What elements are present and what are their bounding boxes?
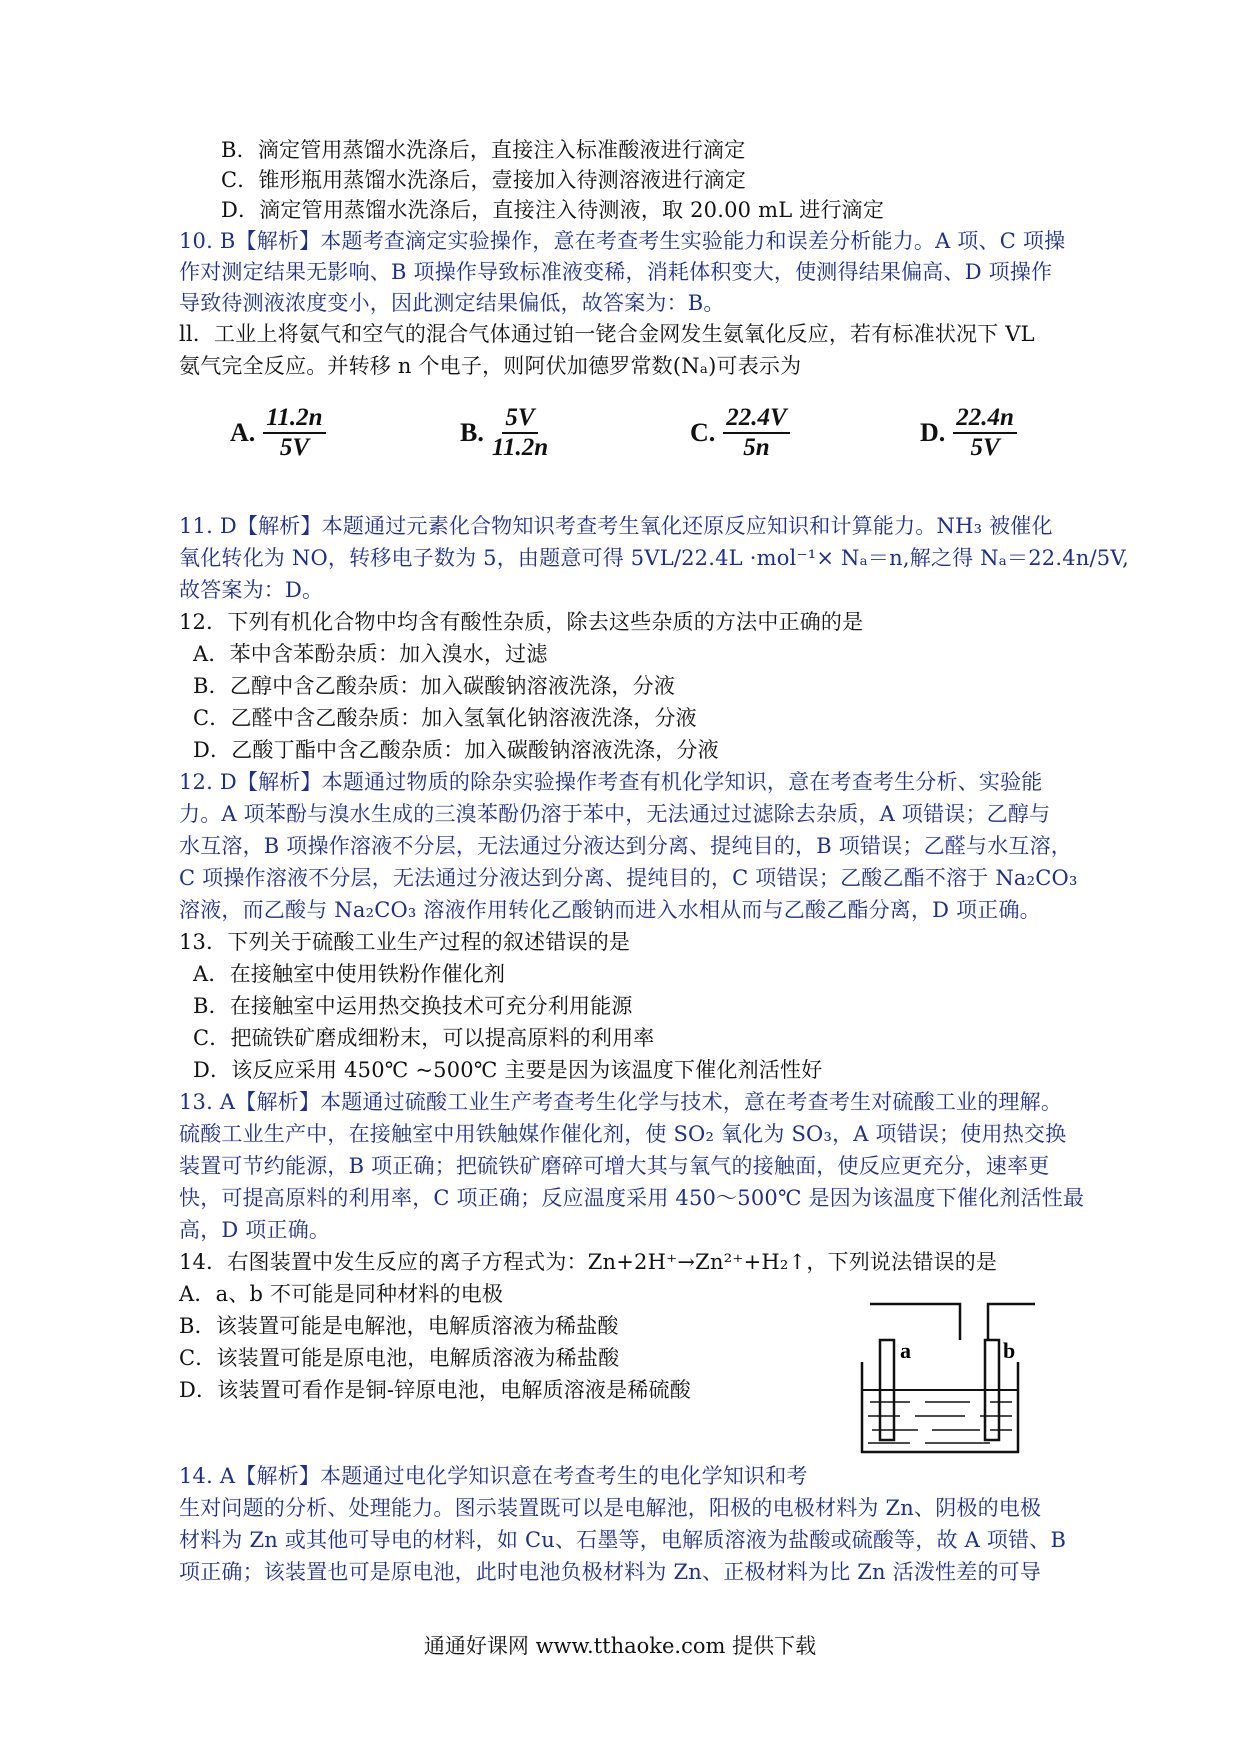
answer-11-line-3: 故答案为：D。 (179, 578, 324, 602)
q12-option-d: D．乙酸丁酯中含乙酸杂质：加入碳酸钠溶液洗涤，分液 (193, 738, 719, 762)
answer-10-line-2: 作对测定结果无影响、B 项操作导致标准液变稀，消耗体积变大，使测得结果偏高、D 项操作 (179, 260, 1053, 284)
option-label: C. (690, 418, 716, 447)
answer-13-line-5: 高，D 项正确。 (179, 1218, 331, 1242)
fraction-numerator: 5V (502, 404, 537, 434)
q14-option-a: A．a、b 不可能是同种材料的电极 (179, 1282, 504, 1306)
fraction-numerator: 22.4n (953, 404, 1017, 434)
q14-option-c: C．该装置可能是原电池，电解质溶液为稀盐酸 (179, 1346, 620, 1370)
q13-option-a: A．在接触室中使用铁粉作催化剂 (193, 962, 506, 986)
q13-option-c: C．把硫铁矿磨成细粉末，可以提高原料的利用率 (193, 1026, 655, 1050)
option-label: A. (230, 418, 256, 447)
q10-option-c: C．锥形瓶用蒸馏水洗涤后，壹接加入待测溶液进行滴定 (221, 168, 747, 192)
answer-12-line-2: 力。A 项苯酚与溴水生成的三溴苯酚仍溶于苯中，无法通过过滤除去杂质，A 项错误；乙醇与 (179, 802, 1051, 826)
fraction-numerator: 22.4V (723, 404, 789, 434)
question-13: 13．下列关于硫酸工业生产过程的叙述错误的是 (179, 930, 631, 954)
q10-option-d: D．滴定管用蒸馏水洗涤后，直接注入待测液，取 20.00 mL 进行滴定 (221, 198, 885, 222)
fraction-denominator: 5n (743, 434, 770, 461)
q14-option-d: D．该装置可看作是铜-锌原电池，电解质溶液是稀硫酸 (179, 1378, 691, 1402)
q13-option-d: D．该反应采用 450℃ ~500℃ 主要是因为该温度下催化剂活性好 (193, 1058, 823, 1082)
electrode-b-label: b (1003, 1338, 1016, 1363)
q12-option-c: C．乙醛中含乙酸杂质：加入氢氧化钠溶液洗涤，分液 (193, 706, 697, 730)
answer-12-line-3: 水互溶，B 项操作溶液不分层，无法通过分液达到分离、提纯目的，B 项错误；乙醛与水互溶， (179, 834, 1073, 858)
question-12: 12．下列有机化合物中均含有酸性杂质，除去这些杂质的方法中正确的是 (179, 610, 864, 634)
q11-option-c (690, 404, 790, 462)
q10-option-b: B．滴定管用蒸馏水洗涤后，直接注入标准酸液进行滴定 (221, 138, 746, 162)
answer-10-line-1: 10. B【解析】本题考查滴定实验操作，意在考查考生实验能力和误差分析能力。A 项、C 项操 (179, 229, 1066, 253)
answer-14-line-3: 材料为 Zn 或其他可导电的材料，如 Cu、石墨等，电解质溶液为盐酸或硫酸等，故 A 项错、B (179, 1528, 1067, 1552)
page-footer: 通通好课网 www.tthaoke.com 提供下载 (423, 1634, 817, 1658)
answer-13-line-4: 快，可提高原料的利用率，C 项正确；反应温度采用 450～500℃ 是因为该温度下催化剂活性最 (179, 1186, 1085, 1210)
fraction-denominator: 11.2n (491, 434, 549, 461)
answer-10-line-3: 导致待测液浓度变小，因此测定结果偏低，故答案为：B。 (179, 291, 725, 315)
answer-12-line-1: 12. D【解析】本题通过物质的除杂实验操作考查有机化学知识，意在考查考生分析、实验能 (179, 770, 1043, 794)
wire-a (870, 1304, 960, 1340)
answer-12-line-5: 溶液，而乙酸与 Na₂CO₃ 溶液作用转化乙酸钠而进入水相从而与乙酸乙酯分离，D 项正确。 (179, 898, 1041, 922)
question-11-line-2: 氨气完全反应。并转移 n 个电子，则阿伏加德罗常数(Nₐ)可表示为 (179, 354, 802, 378)
q14-option-b: B．该装置可能是电解池，电解质溶液为稀盐酸 (179, 1314, 619, 1338)
fraction-numerator: 11.2n (263, 404, 325, 434)
q13-option-b: B．在接触室中运用热交换技术可充分利用能源 (193, 994, 633, 1018)
q12-option-b: B．乙醇中含乙酸杂质：加入碳酸钠溶液洗涤，分液 (193, 674, 676, 698)
electrode-a-label: a (900, 1338, 911, 1363)
q12-option-a: A．苯中含苯酚杂质：加入溴水，过滤 (193, 642, 548, 666)
q11-option-d (920, 404, 1017, 462)
answer-14-line-1: 14. A【解析】本题通过电化学知识意在考查考生的电化学知识和考 (179, 1464, 808, 1488)
answer-14-line-4: 项正确；该装置也可是原电池，此时电池负极材料为 Zn、正极材料为比 Zn 活泼性差的可导 (179, 1560, 1042, 1584)
option-label: B. (460, 418, 484, 447)
option-label: D. (920, 418, 946, 447)
q11-option-b (460, 404, 548, 462)
fraction-denominator: 5V (970, 434, 1000, 461)
wire-b (988, 1304, 1035, 1340)
answer-11-line-2: 氧化转化为 NO，转移电子数为 5，由题意可得 5VL/22.4L ·mol⁻¹× Nₐ＝n,解之得 Nₐ＝22.4n/5V, (179, 546, 1129, 570)
answer-13-line-2: 硫酸工业生产中，在接触室中用铁触媒作催化剂，使 SO₂ 氧化为 SO₃，A 项错误；使用热交换 (179, 1122, 1067, 1146)
answer-11-line-1: 11. D【解析】本题通过元素化合物知识考查考生氧化还原反应知识和计算能力。NH₃ 被催化 (179, 514, 1053, 538)
answer-13-line-1: 13. A【解析】本题通过硫酸工业生产考查考生化学与技术，意在考查考生对硫酸工业的理解。 (179, 1090, 1063, 1114)
electrochemical-cell-diagram (840, 1292, 1040, 1462)
question-14: 14．右图装置中发生反应的离子方程式为：Zn+2H⁺→Zn²⁺+H₂↑，下列说法错误的是 (179, 1250, 998, 1274)
fraction-denominator: 5V (279, 434, 310, 461)
q11-option-a (230, 404, 326, 462)
answer-12-line-4: C 项操作溶液不分层，无法通过分液达到分离、提纯目的，C 项错误；乙酸乙酯不溶于 Na₂CO₃ (179, 866, 1078, 890)
answer-14-line-2: 生对问题的分析、处理能力。图示装置既可以是电解池，阳极的电极材料为 Zn、阴极的电极 (179, 1496, 1042, 1520)
question-11-line-1: ll．工业上将氨气和空气的混合气体通过铂一铑合金网发生氨氧化反应，若有标准状况下 VL (179, 322, 1035, 346)
answer-13-line-3: 装置可节约能源，B 项正确；把硫铁矿磨碎可增大其与氧气的接触面，使反应更充分，速率更 (179, 1154, 1050, 1178)
